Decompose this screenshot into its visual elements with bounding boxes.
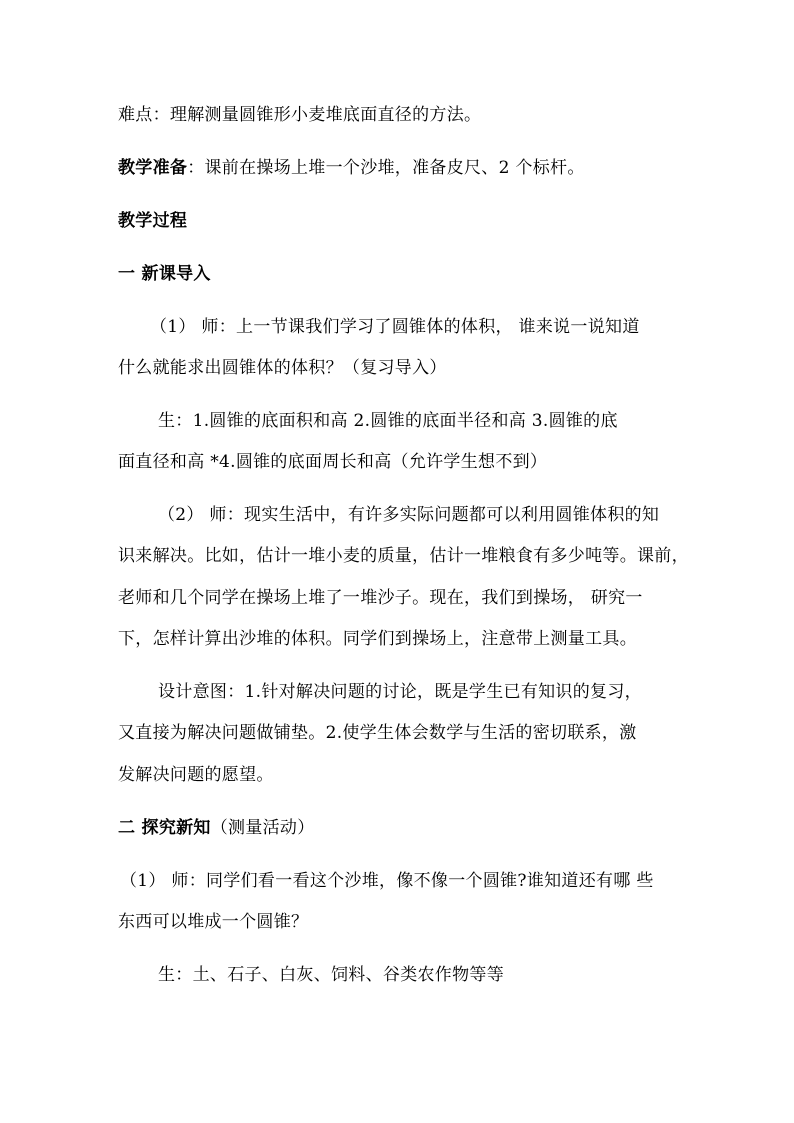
design-intent-line3: 发解决问题的愿望。 bbox=[118, 765, 274, 785]
section1-question2-line1: （2） 师：现实生活中，有许多实际问题都可以利用圆锥体积的知 bbox=[158, 505, 660, 525]
section1-heading: 一 新课导入 bbox=[118, 264, 211, 284]
section2-heading: 二 探究新知 bbox=[118, 818, 211, 838]
process-heading: 教学过程 bbox=[118, 211, 188, 231]
section1-question2-line2: 识来解决。比如，估计一堆小麦的质量，估计一堆粮食有多少吨等。课前， bbox=[118, 546, 689, 566]
section1-question2-line4: 下，怎样计算出沙堆的体积。同学们到操场上，注意带上测量工具。 bbox=[118, 629, 637, 649]
section2-heading-suffix: （测量活动） bbox=[210, 818, 315, 838]
preparation-text: ：课前在操场上堆一个沙堆，准备皮尺、2 个标杆。 bbox=[187, 158, 585, 178]
section1-answer-line1: 生：1.圆锥的底面积和高 2.圆锥的底面半径和高 3.圆锥的底 bbox=[158, 411, 618, 431]
section2-answer-line1: 生：土、石子、白灰、饲料、谷类农作物等等 bbox=[158, 965, 504, 985]
design-intent-line1: 设计意图：1.针对解决问题的讨论，既是学生已有知识的复习， bbox=[158, 682, 642, 702]
section1-answer-line2: 面直径和高 *4.圆锥的底面周长和高（允许学生想不到） bbox=[118, 452, 548, 472]
section2-question1-line1: （1） 师：同学们看一看这个沙堆，像不像一个圆锥?谁知道还有哪 些 bbox=[120, 871, 654, 891]
preparation-line bbox=[118, 157, 585, 179]
design-intent-line2: 又直接为解决问题做铺垫。2.使学生体会数学与生活的密切联系，激 bbox=[118, 723, 637, 743]
section1-question2-line3: 老师和几个同学在操场上堆了一堆沙子。现在，我们到操场， 研究一 bbox=[118, 588, 643, 608]
section1-question1-line1: （1） 师：上一节课我们学习了圆锥体的体积， 谁来说一说知道 bbox=[150, 317, 640, 337]
preparation-label: 教学准备 bbox=[118, 158, 188, 178]
difficulty-line: 难点：理解测量圆锥形小麦堆底面直径的方法。 bbox=[118, 105, 482, 125]
section1-question1-line2: 什么就能求出圆锥体的体积？（复习导入） bbox=[118, 358, 447, 378]
section2-question1-line2: 东西可以堆成一个圆锥？ bbox=[118, 912, 309, 932]
section2-heading-line bbox=[118, 817, 315, 839]
